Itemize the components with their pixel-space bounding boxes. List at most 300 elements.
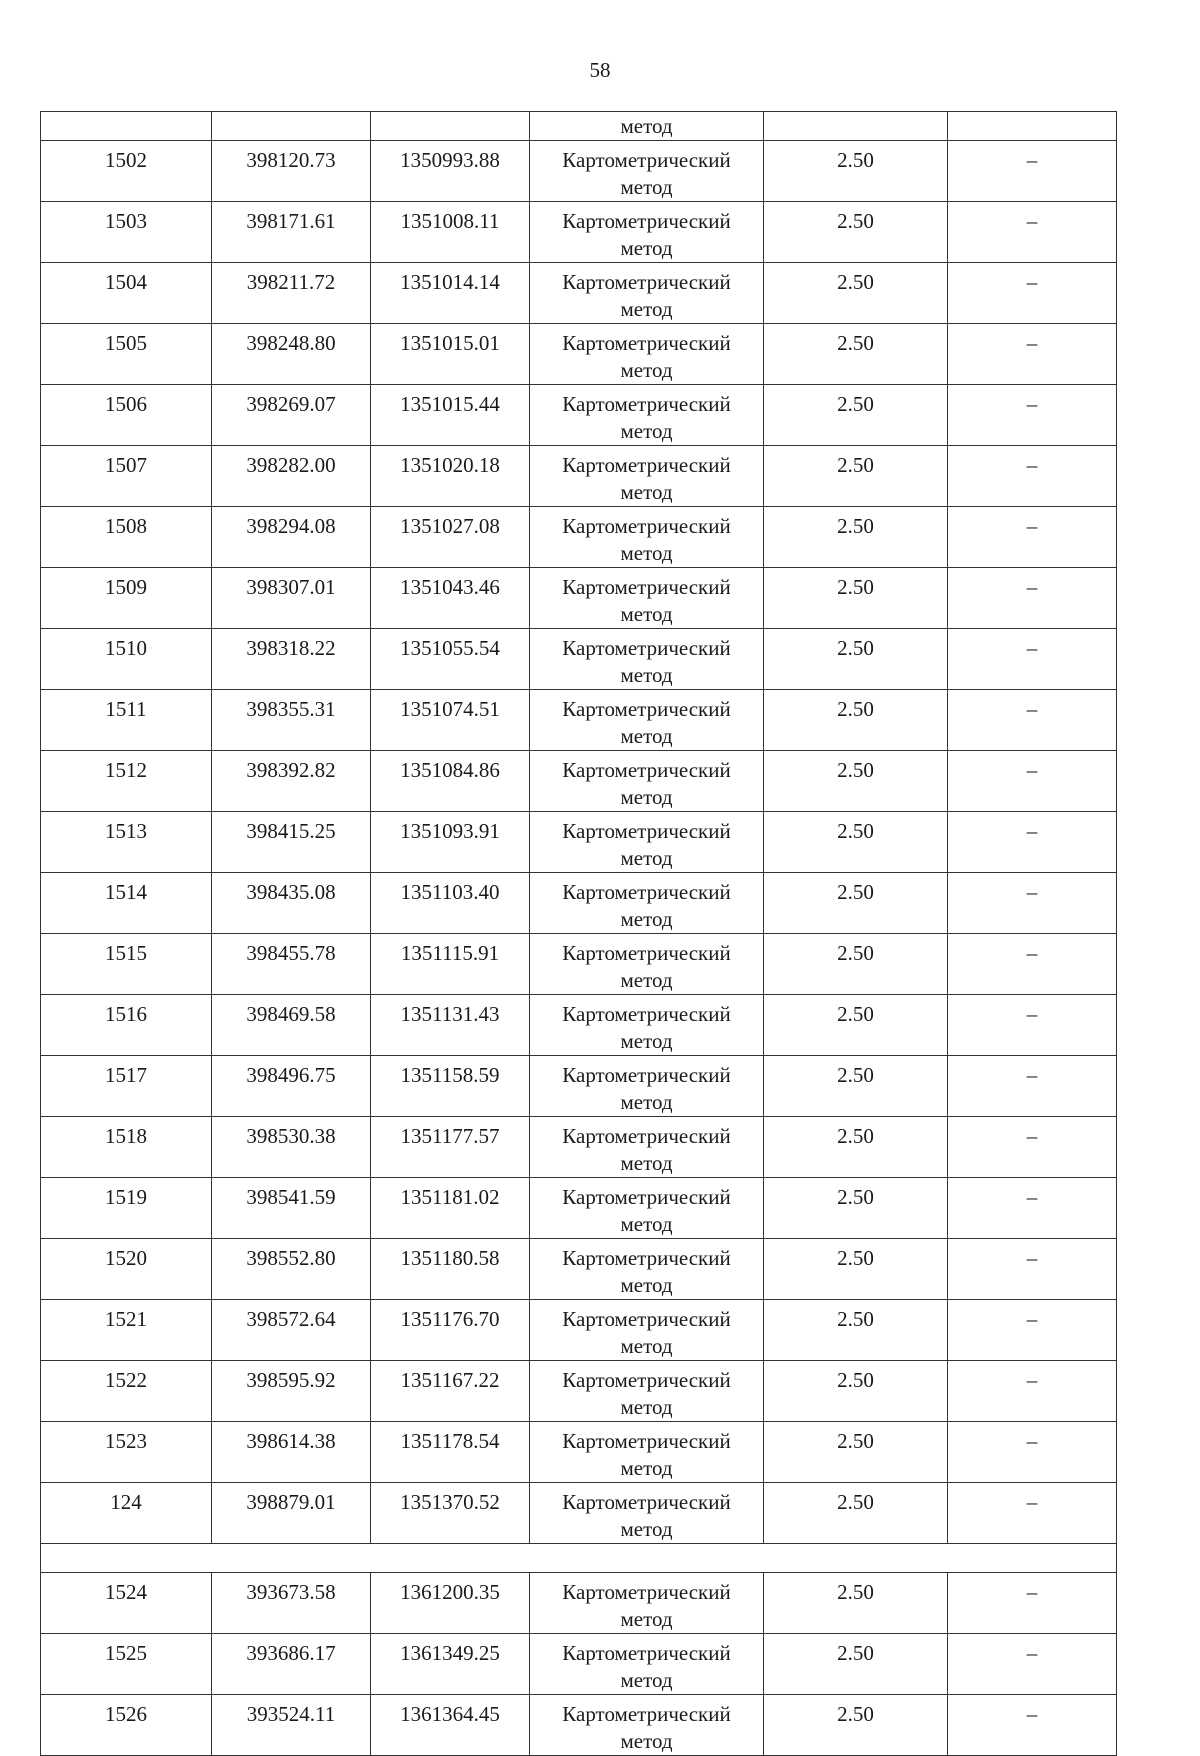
- cell-x: [212, 1695, 371, 1756]
- cell-note: [948, 1573, 1117, 1634]
- note-value: –: [1026, 392, 1038, 416]
- y-coordinate: 1351043.46: [400, 575, 500, 599]
- accuracy-value: 2.50: [837, 880, 874, 904]
- x-coordinate: 398552.80: [246, 1246, 336, 1270]
- cell-accuracy: [764, 1239, 948, 1300]
- cell-x: [212, 1056, 371, 1117]
- separator-cell: [41, 1544, 1117, 1573]
- note-value: –: [1026, 1246, 1038, 1270]
- cell-method: [530, 1361, 764, 1422]
- note-value: –: [1026, 697, 1038, 721]
- cell-x: [212, 112, 371, 141]
- cell-point: [41, 1117, 212, 1178]
- method-line-1: Картометрический: [562, 1063, 731, 1087]
- cell-point: [41, 629, 212, 690]
- cell-accuracy: [764, 690, 948, 751]
- cell-point: [41, 812, 212, 873]
- cell-method: [530, 934, 764, 995]
- cell-point: [41, 141, 212, 202]
- cell-y: [371, 324, 530, 385]
- method-text: [530, 202, 763, 262]
- cell-point: [41, 873, 212, 934]
- method-line-1: Картометрический: [562, 1368, 731, 1392]
- cell-note: [948, 1422, 1117, 1483]
- table-row: [41, 1422, 1117, 1483]
- accuracy-value: 2.50: [837, 636, 874, 660]
- cell-note: [948, 934, 1117, 995]
- cell-x: [212, 690, 371, 751]
- cell-accuracy: [764, 1695, 948, 1756]
- method-text: [530, 385, 763, 445]
- cell-point: [41, 1634, 212, 1695]
- cell-x: [212, 1300, 371, 1361]
- x-coordinate: 398415.25: [246, 819, 336, 843]
- cell-note: [948, 1300, 1117, 1361]
- point-number: 1524: [105, 1580, 147, 1604]
- cell-x: [212, 934, 371, 995]
- y-coordinate: 1351015.44: [400, 392, 500, 416]
- accuracy-value: 2.50: [837, 758, 874, 782]
- accuracy-value: 2.50: [837, 270, 874, 294]
- note-value: –: [1026, 209, 1038, 233]
- accuracy-value: 2.50: [837, 1002, 874, 1026]
- cell-point: [41, 1422, 212, 1483]
- method-text: [530, 1300, 763, 1360]
- cell-y: [371, 446, 530, 507]
- cell-accuracy: [764, 995, 948, 1056]
- cell-method: [530, 446, 764, 507]
- cell-method: [530, 141, 764, 202]
- method-line-2: метод: [620, 480, 673, 504]
- note-value: –: [1026, 1368, 1038, 1392]
- table-row: [41, 690, 1117, 751]
- cell-note: [948, 446, 1117, 507]
- cell-point: [41, 568, 212, 629]
- y-coordinate: 1351014.14: [400, 270, 500, 294]
- cell-method: [530, 1573, 764, 1634]
- cell-note: [948, 629, 1117, 690]
- method-line-2: метод: [620, 541, 673, 565]
- method-line-1: Картометрический: [562, 514, 731, 538]
- table-row: [41, 568, 1117, 629]
- method-line-2: метод: [620, 1395, 673, 1419]
- table-row: [41, 141, 1117, 202]
- cell-y: [371, 1117, 530, 1178]
- method-line-1: Картометрический: [562, 1002, 731, 1026]
- point-number: 1511: [105, 697, 147, 721]
- point-number: 124: [110, 1490, 142, 1514]
- cell-accuracy: [764, 1117, 948, 1178]
- method-line-2: метод: [620, 236, 673, 260]
- cell-x: [212, 1117, 371, 1178]
- note-value: –: [1026, 880, 1038, 904]
- note-value: –: [1026, 636, 1038, 660]
- method-text: [530, 690, 763, 750]
- cell-note: [948, 324, 1117, 385]
- method-text: [530, 1695, 763, 1755]
- y-coordinate: 1361364.45: [400, 1702, 500, 1726]
- cell-note: [948, 873, 1117, 934]
- method-line-1: Картометрический: [562, 941, 731, 965]
- method-text: [530, 1483, 763, 1543]
- cell-x: [212, 568, 371, 629]
- point-number: 1526: [105, 1702, 147, 1726]
- method-line-1: Картометрический: [562, 758, 731, 782]
- cell-accuracy: [764, 812, 948, 873]
- cell-method: [530, 263, 764, 324]
- cell-x: [212, 812, 371, 873]
- cell-y: [371, 873, 530, 934]
- y-coordinate: 1351158.59: [400, 1063, 500, 1087]
- note-value: –: [1026, 1002, 1038, 1026]
- note-value: –: [1026, 1063, 1038, 1087]
- accuracy-value: 2.50: [837, 331, 874, 355]
- method-text: [530, 1422, 763, 1482]
- cell-point: [41, 202, 212, 263]
- cell-point: [41, 1695, 212, 1756]
- method-line-2: метод: [620, 297, 673, 321]
- method-line-2: метод: [620, 968, 673, 992]
- note-value: –: [1026, 331, 1038, 355]
- x-coordinate: 393686.17: [246, 1641, 336, 1665]
- cell-accuracy: [764, 1483, 948, 1544]
- cell-method: [530, 995, 764, 1056]
- point-number: 1510: [105, 636, 147, 660]
- method-text: [530, 1361, 763, 1421]
- cell-x: [212, 507, 371, 568]
- cell-note: [948, 263, 1117, 324]
- cell-method: [530, 751, 764, 812]
- cell-note: [948, 507, 1117, 568]
- method-line-2: метод: [620, 1090, 673, 1114]
- cell-x: [212, 1361, 371, 1422]
- table-row: [41, 507, 1117, 568]
- table-row: [41, 446, 1117, 507]
- cell-x: [212, 751, 371, 812]
- method-line-1: Картометрический: [562, 148, 731, 172]
- cell-x: [212, 1422, 371, 1483]
- cell-accuracy: [764, 507, 948, 568]
- cell-accuracy: [764, 112, 948, 141]
- method-text: [530, 1573, 763, 1633]
- table-row: [41, 812, 1117, 873]
- y-coordinate: 1351177.57: [400, 1124, 500, 1148]
- cell-accuracy: [764, 1056, 948, 1117]
- method-line-1: Картометрический: [562, 819, 731, 843]
- cell-y: [371, 1573, 530, 1634]
- point-number: 1502: [105, 148, 147, 172]
- accuracy-value: 2.50: [837, 453, 874, 477]
- cell-method: [530, 1239, 764, 1300]
- cell-x: [212, 324, 371, 385]
- cell-method: [530, 1483, 764, 1544]
- method-line-2: метод: [620, 1212, 673, 1236]
- point-number: 1512: [105, 758, 147, 782]
- method-line-1: Картометрический: [562, 697, 731, 721]
- cell-accuracy: [764, 385, 948, 446]
- cell-y: [371, 1056, 530, 1117]
- method-line-1: Картометрический: [562, 270, 731, 294]
- method-line-2: метод: [620, 846, 673, 870]
- method-line-2: метод: [620, 1517, 673, 1541]
- point-number: 1507: [105, 453, 147, 477]
- method-line-1: Картометрический: [562, 1641, 731, 1665]
- note-value: –: [1026, 1702, 1038, 1726]
- method-text: [530, 324, 763, 384]
- method-text: [530, 141, 763, 201]
- point-number: 1517: [105, 1063, 147, 1087]
- x-coordinate: 398355.31: [246, 697, 336, 721]
- table-row: [41, 751, 1117, 812]
- accuracy-value: 2.50: [837, 1246, 874, 1270]
- note-value: –: [1026, 270, 1038, 294]
- cell-point: [41, 1573, 212, 1634]
- x-coordinate: 398282.00: [246, 453, 336, 477]
- cell-method: [530, 112, 764, 141]
- x-coordinate: 398248.80: [246, 331, 336, 355]
- cell-point: [41, 263, 212, 324]
- cell-method: [530, 1422, 764, 1483]
- table-row: [41, 1117, 1117, 1178]
- method-line-1: Картометрический: [562, 1307, 731, 1331]
- accuracy-value: 2.50: [837, 1580, 874, 1604]
- method-text: [530, 629, 763, 689]
- method-line-1: Картометрический: [562, 1580, 731, 1604]
- cell-y: [371, 934, 530, 995]
- method-line-2: метод: [620, 358, 673, 382]
- cell-note: [948, 690, 1117, 751]
- accuracy-value: 2.50: [837, 941, 874, 965]
- x-coordinate: 398294.08: [246, 514, 336, 538]
- note-value: –: [1026, 1490, 1038, 1514]
- cell-accuracy: [764, 202, 948, 263]
- method-text: [530, 1117, 763, 1177]
- method-line-1: Картометрический: [562, 331, 731, 355]
- method-line-1: Картометрический: [562, 453, 731, 477]
- accuracy-value: 2.50: [837, 1490, 874, 1514]
- cell-point: [41, 446, 212, 507]
- cell-x: [212, 1634, 371, 1695]
- cell-accuracy: [764, 873, 948, 934]
- cell-y: [371, 1239, 530, 1300]
- cell-accuracy: [764, 1422, 948, 1483]
- method-line-2: метод: [620, 907, 673, 931]
- cell-note: [948, 1634, 1117, 1695]
- cell-point: [41, 690, 212, 751]
- cell-point: [41, 995, 212, 1056]
- method-line-2: метод: [620, 1334, 673, 1358]
- cell-accuracy: [764, 446, 948, 507]
- point-number: 1506: [105, 392, 147, 416]
- cell-accuracy: [764, 751, 948, 812]
- cell-note: [948, 202, 1117, 263]
- cell-y: [371, 629, 530, 690]
- y-coordinate: 1361349.25: [400, 1641, 500, 1665]
- cell-note: [948, 1178, 1117, 1239]
- note-value: –: [1026, 1185, 1038, 1209]
- cell-method: [530, 812, 764, 873]
- accuracy-value: 2.50: [837, 1185, 874, 1209]
- method-line-2: метод: [620, 175, 673, 199]
- cell-point: [41, 1300, 212, 1361]
- method-tail: метод: [620, 114, 673, 138]
- cell-method: [530, 385, 764, 446]
- x-coordinate: 398269.07: [246, 392, 336, 416]
- method-line-2: метод: [620, 785, 673, 809]
- y-coordinate: 1351015.01: [400, 331, 500, 355]
- cell-x: [212, 873, 371, 934]
- x-coordinate: 398614.38: [246, 1429, 336, 1453]
- table-row: [41, 385, 1117, 446]
- y-coordinate: 1351181.02: [400, 1185, 500, 1209]
- method-text: [530, 873, 763, 933]
- cell-accuracy: [764, 1634, 948, 1695]
- cell-y: [371, 263, 530, 324]
- point-number: 1514: [105, 880, 147, 904]
- cell-x: [212, 385, 371, 446]
- accuracy-value: 2.50: [837, 697, 874, 721]
- cell-y: [371, 1300, 530, 1361]
- method-line-2: метод: [620, 602, 673, 626]
- table-row: [41, 324, 1117, 385]
- x-coordinate: 398435.08: [246, 880, 336, 904]
- table-row: [41, 1056, 1117, 1117]
- point-number: 1520: [105, 1246, 147, 1270]
- x-coordinate: 398392.82: [246, 758, 336, 782]
- y-coordinate: 1351055.54: [400, 636, 500, 660]
- cell-x: [212, 1573, 371, 1634]
- table-row: [41, 934, 1117, 995]
- cell-y: [371, 1695, 530, 1756]
- cell-accuracy: [764, 629, 948, 690]
- cell-y: [371, 751, 530, 812]
- table-row: [41, 1361, 1117, 1422]
- note-value: –: [1026, 819, 1038, 843]
- table-row: [41, 1573, 1117, 1634]
- cell-method: [530, 1056, 764, 1117]
- cell-point: [41, 1178, 212, 1239]
- y-coordinate: 1351027.08: [400, 514, 500, 538]
- method-line-1: Картометрический: [562, 209, 731, 233]
- point-number: 1523: [105, 1429, 147, 1453]
- cell-note: [948, 1361, 1117, 1422]
- cell-point: [41, 1361, 212, 1422]
- x-coordinate: 393524.11: [246, 1702, 336, 1726]
- y-coordinate: 1350993.88: [400, 148, 500, 172]
- accuracy-value: 2.50: [837, 1368, 874, 1392]
- point-number: 1522: [105, 1368, 147, 1392]
- cell-y: [371, 112, 530, 141]
- cell-y: [371, 568, 530, 629]
- table-row: [41, 873, 1117, 934]
- method-text: [530, 1239, 763, 1299]
- group-separator-row: [41, 1544, 1117, 1573]
- method-text: [530, 507, 763, 567]
- cell-x: [212, 202, 371, 263]
- x-coordinate: 398879.01: [246, 1490, 336, 1514]
- cell-note: [948, 568, 1117, 629]
- y-coordinate: 1351084.86: [400, 758, 500, 782]
- cell-note: [948, 1239, 1117, 1300]
- note-value: –: [1026, 758, 1038, 782]
- y-coordinate: 1351180.58: [400, 1246, 500, 1270]
- cell-note: [948, 385, 1117, 446]
- cell-method: [530, 1634, 764, 1695]
- cell-method: [530, 568, 764, 629]
- x-coordinate: 398572.64: [246, 1307, 336, 1331]
- method-line-2: метод: [620, 1668, 673, 1692]
- cell-note: [948, 1695, 1117, 1756]
- cell-y: [371, 690, 530, 751]
- cell-point: [41, 324, 212, 385]
- method-line-1: Картометрический: [562, 1246, 731, 1270]
- table-row: [41, 629, 1117, 690]
- method-line-2: метод: [620, 1273, 673, 1297]
- cell-y: [371, 812, 530, 873]
- cell-accuracy: [764, 141, 948, 202]
- cell-accuracy: [764, 263, 948, 324]
- accuracy-value: 2.50: [837, 514, 874, 538]
- method-text: [530, 1056, 763, 1116]
- x-coordinate: 398307.01: [246, 575, 336, 599]
- table-row: [41, 263, 1117, 324]
- cell-y: [371, 202, 530, 263]
- cell-y: [371, 1483, 530, 1544]
- table-row: [41, 1483, 1117, 1544]
- cell-note: [948, 751, 1117, 812]
- x-coordinate: 398469.58: [246, 1002, 336, 1026]
- method-line-2: метод: [620, 1029, 673, 1053]
- note-value: –: [1026, 1580, 1038, 1604]
- cell-note: [948, 1117, 1117, 1178]
- table-row: [41, 1695, 1117, 1756]
- x-coordinate: 398318.22: [246, 636, 336, 660]
- method-line-2: метод: [620, 1729, 673, 1753]
- method-text: [530, 934, 763, 994]
- cell-method: [530, 629, 764, 690]
- y-coordinate: 1351167.22: [400, 1368, 500, 1392]
- accuracy-value: 2.50: [837, 1063, 874, 1087]
- cell-note: [948, 112, 1117, 141]
- x-coordinate: 398496.75: [246, 1063, 336, 1087]
- cell-y: [371, 141, 530, 202]
- table-row: [41, 1239, 1117, 1300]
- y-coordinate: 1351370.52: [400, 1490, 500, 1514]
- cell-method: [530, 202, 764, 263]
- cell-accuracy: [764, 934, 948, 995]
- accuracy-value: 2.50: [837, 575, 874, 599]
- method-line-1: Картометрический: [562, 1185, 731, 1209]
- accuracy-value: 2.50: [837, 148, 874, 172]
- cell-method: [530, 507, 764, 568]
- accuracy-value: 2.50: [837, 1429, 874, 1453]
- cell-y: [371, 995, 530, 1056]
- accuracy-value: 2.50: [837, 819, 874, 843]
- cell-y: [371, 1361, 530, 1422]
- accuracy-value: 2.50: [837, 1641, 874, 1665]
- method-line-1: Картометрический: [562, 1124, 731, 1148]
- cell-x: [212, 629, 371, 690]
- cell-method: [530, 1178, 764, 1239]
- continuation-row: [41, 112, 1117, 141]
- cell-x: [212, 1483, 371, 1544]
- note-value: –: [1026, 453, 1038, 477]
- y-coordinate: 1351020.18: [400, 453, 500, 477]
- table-row: [41, 1300, 1117, 1361]
- method-text: [530, 812, 763, 872]
- cell-method: [530, 324, 764, 385]
- method-line-2: метод: [620, 724, 673, 748]
